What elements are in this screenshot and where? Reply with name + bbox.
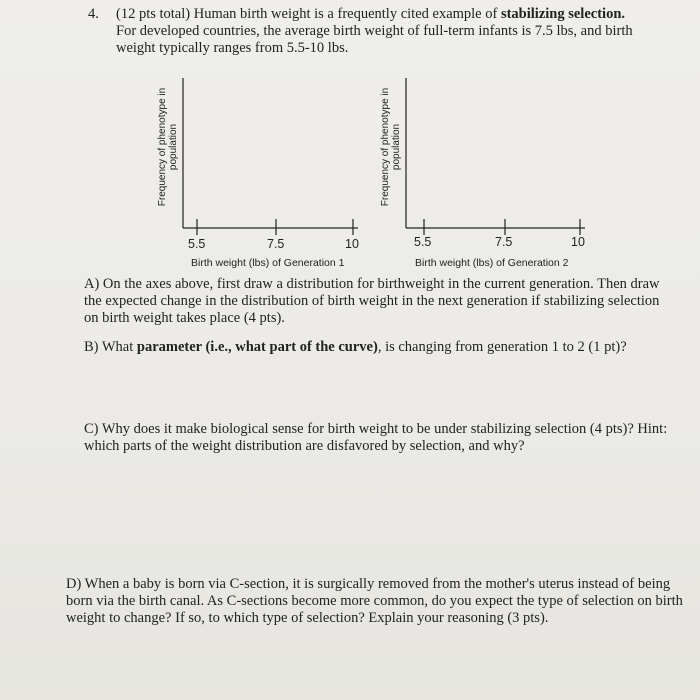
part-b-prompt (84, 339, 664, 356)
graph-1-ylabel-line1: Frequency of phenotype in (157, 87, 168, 207)
graph-1-tick-label-7-5: 7.5 (267, 237, 285, 251)
intro-text-bold: stabilizing selection. (500, 6, 626, 22)
intro-text-pre: (12 pts total) Human birth weight is a frequently cited example of (116, 6, 501, 22)
graph-2-ylabel-line2: population (391, 123, 402, 171)
graph-2-ylabel-line1: Frequency of phenotype in (380, 87, 391, 207)
part-c-prompt: C) Why does it make biological sense for birth weight to be under stabilizing selection (4 pts)? Hint: which parts of the weight distribution are disfavored by selection, and why? (84, 421, 668, 454)
part-b-text-pre: B) What (84, 339, 137, 355)
graph-2-xlabel: Birth weight (lbs) of Generation 2 (415, 257, 569, 269)
graph-1-tick-label-10: 10 (345, 237, 359, 251)
graph-1-ylabel-line2: population (168, 123, 179, 171)
graph-1-ylabel (157, 72, 179, 222)
graph-1-xlabel: Birth weight (lbs) of Generation 1 (191, 257, 345, 269)
graph-1-tick-label-5-5: 5.5 (188, 237, 206, 251)
graph-2-tick-label-7-5: 7.5 (495, 235, 513, 249)
graph-2-tick-label-5-5: 5.5 (414, 235, 432, 249)
part-d-prompt: D) When a baby is born via C-section, it is surgically removed from the mother's uterus instead of being born via the birth canal. As C-sections become more common, do you expect the type of selection on birth weight to change? If so, to which type of selection? Explain your reasoning (3 pts). (66, 576, 683, 626)
graph-2-tick-label-10: 10 (571, 235, 585, 249)
part-a-prompt: A) On the axes above, first draw a distribution for birthweight in the current generation. Then draw the expected change in the distribution of birth weight in the next generation if stabilizing selection on birth weight takes place (4 pts). (84, 276, 660, 326)
question-number: 4. (88, 6, 99, 22)
part-b-text-post: , is changing from generation 1 to 2 (1 pt)? (377, 339, 627, 355)
intro-text-post: For developed countries, the average birth weight of full-term infants is 7.5 lbs, and birth weight typically ranges from 5.5-10 lbs. (116, 23, 633, 56)
graph-2-ylabel (380, 72, 402, 222)
part-b-text-bold: parameter (i.e., what part of the curve) (136, 339, 378, 355)
